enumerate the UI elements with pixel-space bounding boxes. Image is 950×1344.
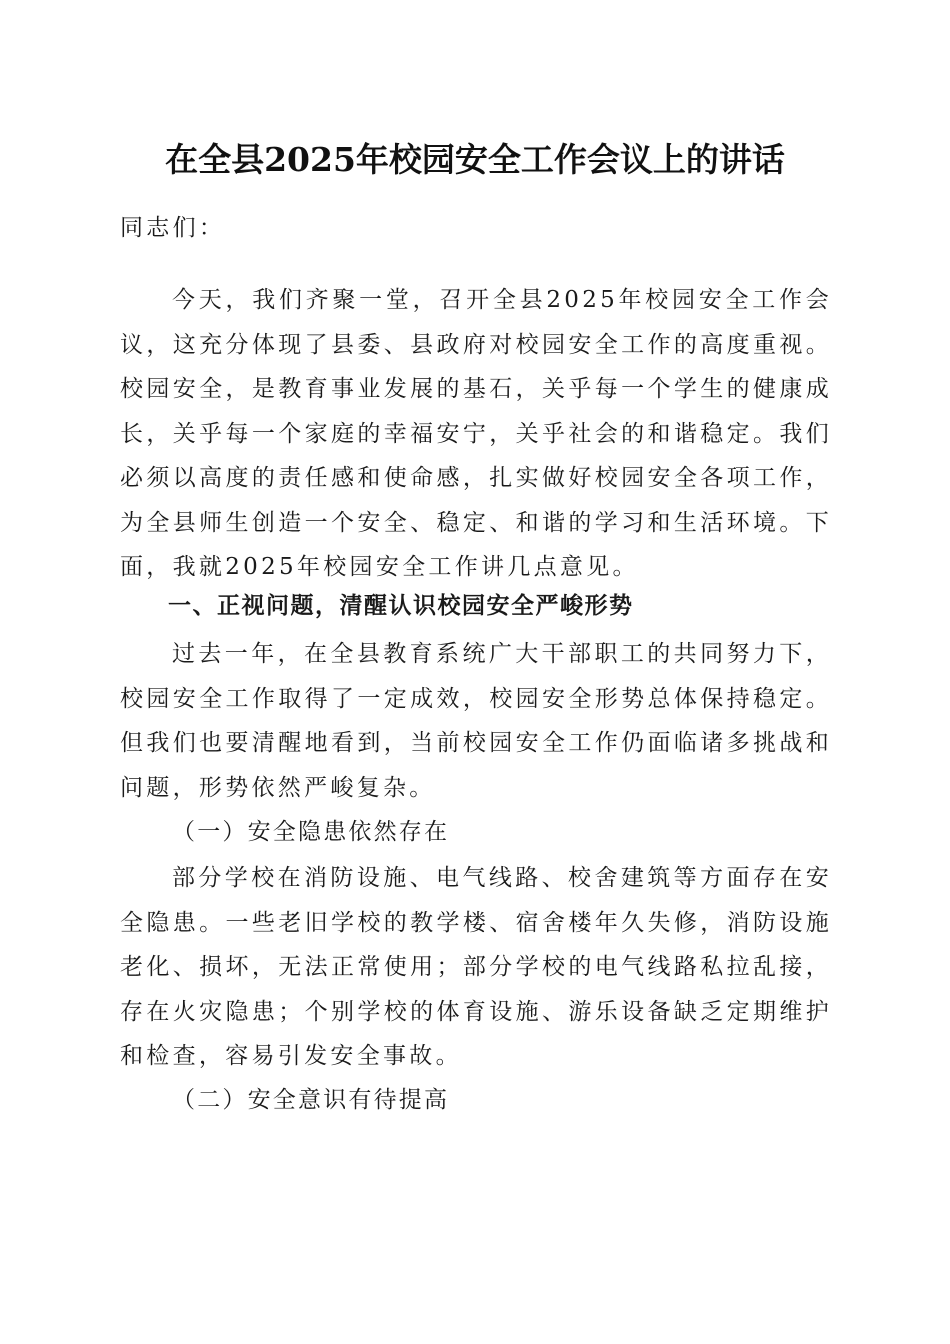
salutation: 同志们： [120, 215, 226, 241]
section-heading: 一、正视问题，清醒认识校园安全严峻形势 [168, 593, 634, 619]
subsection-heading: （一）安全隐患依然存在 [172, 819, 450, 845]
section-paragraph: 过去一年，在全县教育系统广大干部职工的共同努力下，校园安全工作取得了一定成效，校园安全形势总体保持稳定。但我们也要清醒地看到，当前校园安全工作仍面临诸多挑战和问题，形势依然严峻复杂。 [120, 641, 832, 801]
intro-paragraph: 今天，我们齐聚一堂，召开全县2025年校园安全工作会议，这充分体现了县委、县政府对校园安全工作的高度重视。校园安全，是教育事业发展的基石，关乎每一个学生的健康成长，关乎每一个家庭的幸福安宁，关乎社会的和谐稳定。我们必须以高度的责任感和使命感，扎实做好校园安全各项工作，为全县师生创造一个安全、稳定、和谐的学习和生活环境。下面，我就2025年校园安全工作讲几点意见。 [120, 287, 832, 580]
subsection-heading-2: （二）安全意识有待提高 [172, 1087, 450, 1113]
subsection-paragraph: 部分学校在消防设施、电气线路、校舍建筑等方面存在安全隐患。一些老旧学校的教学楼、宿舍楼年久失修，消防设施老化、损坏，无法正常使用；部分学校的电气线路私拉乱接，存在火灾隐患；个别学校的体育设施、游乐设备缺乏定期维护和检查，容易引发安全事故。 [120, 865, 832, 1069]
document-title: 在全县2025年校园安全工作会议上的讲话 [165, 140, 785, 179]
